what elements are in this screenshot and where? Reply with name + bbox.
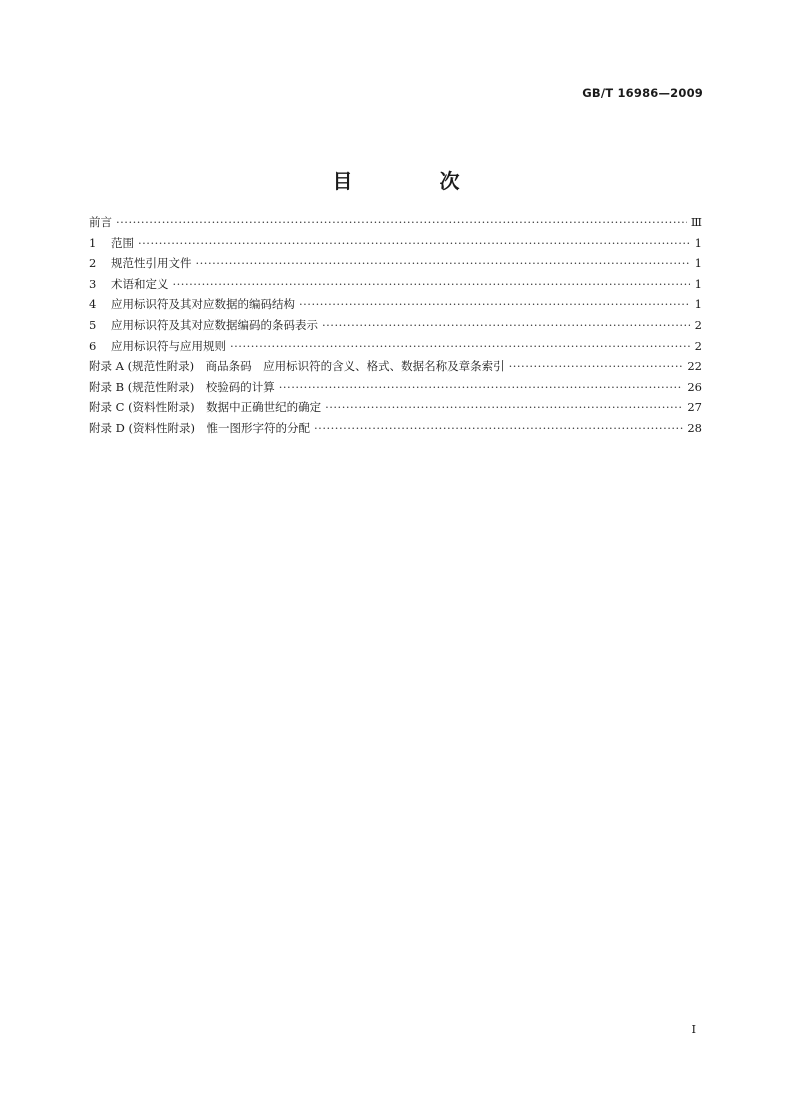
toc-entry-annex-a[interactable]	[89, 358, 702, 379]
toc-entry-6[interactable]	[89, 338, 702, 359]
dot-leader	[116, 215, 687, 229]
toc-entry-page: 22	[687, 359, 702, 374]
toc-entry-page: Ⅲ	[690, 215, 702, 229]
dot-leader	[509, 359, 684, 373]
toc-entry-number: 1	[89, 235, 97, 250]
dot-leader	[138, 236, 690, 250]
toc-entry-label: 应用标识符及其对应数据的编码结构	[111, 297, 295, 312]
toc-entry-annex-c[interactable]	[89, 399, 702, 420]
table-of-contents	[89, 214, 702, 441]
toc-entry-5[interactable]	[89, 317, 702, 338]
toc-entry-number: 2	[89, 256, 97, 271]
toc-entry-number: 3	[89, 276, 97, 291]
page-number: I	[691, 1022, 696, 1036]
toc-entry-number: 5	[89, 317, 97, 332]
dot-leader	[325, 400, 683, 414]
toc-entry-label: 附录 C (资料性附录) 数据中正确世纪的确定	[89, 400, 322, 415]
toc-entry-page: 2	[694, 338, 702, 353]
toc-entry-label: 附录 D (资料性附录) 惟一图形字符的分配	[89, 420, 311, 435]
toc-entry-2[interactable]	[89, 255, 702, 276]
toc-entry-page: 1	[694, 297, 702, 312]
dot-leader	[230, 339, 690, 353]
toc-entry-label: 附录 B (规范性附录) 校验码的计算	[89, 379, 275, 394]
dot-leader	[314, 421, 683, 435]
dot-leader	[279, 380, 684, 394]
toc-entry-page: 28	[687, 420, 702, 435]
toc-entry-foreword[interactable]	[89, 214, 702, 235]
toc-entry-page: 2	[694, 317, 702, 332]
toc-entry-1[interactable]	[89, 235, 702, 256]
toc-entry-annex-b[interactable]	[89, 379, 702, 400]
toc-entry-number: 6	[89, 338, 97, 353]
toc-entry-page: 1	[694, 235, 702, 250]
toc-entry-label: 前言	[89, 215, 112, 229]
toc-entry-label: 术语和定义	[111, 276, 169, 291]
toc-entry-annex-d[interactable]	[89, 420, 702, 441]
standard-code: GB/T 16986—2009	[582, 86, 703, 100]
dot-leader	[322, 318, 690, 332]
toc-entry-label: 附录 A (规范性附录) 商品条码 应用标识符的含义、格式、数据名称及章条索引	[89, 359, 505, 374]
page-title: 目 次	[332, 169, 500, 194]
toc-entry-label: 应用标识符及其对应数据编码的条码表示	[111, 317, 318, 332]
toc-entry-page: 1	[694, 256, 702, 271]
dot-leader	[173, 277, 691, 291]
toc-entry-label: 范围	[111, 235, 134, 250]
dot-leader	[299, 297, 690, 311]
toc-entry-page: 27	[687, 400, 702, 415]
toc-entry-page: 26	[687, 379, 702, 394]
toc-entry-label: 规范性引用文件	[111, 256, 192, 271]
toc-entry-4[interactable]	[89, 296, 702, 317]
toc-entry-label: 应用标识符与应用规则	[111, 338, 226, 353]
toc-entry-page: 1	[694, 276, 702, 291]
dot-leader	[196, 256, 691, 270]
toc-entry-number: 4	[89, 297, 97, 312]
toc-entry-3[interactable]	[89, 276, 702, 297]
